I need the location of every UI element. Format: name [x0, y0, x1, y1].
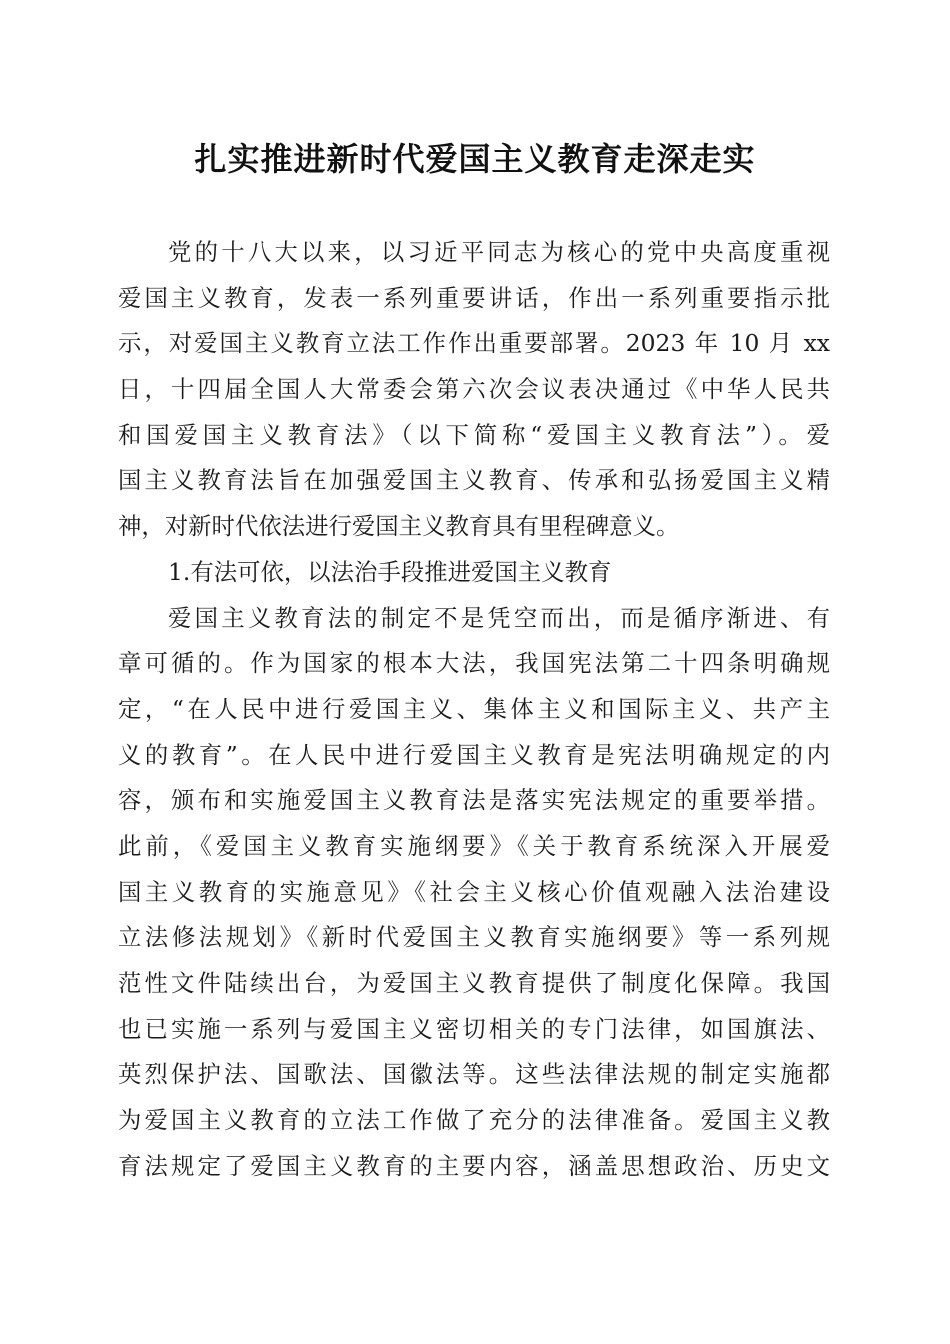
text-line: 国主义教育法旨在加强爱国主义教育、传承和弘扬爱国主义精 [118, 466, 830, 495]
text-line: 示，对爱国主义教育立法工作作出重要部署。2023 年 10 月 xx [118, 329, 830, 358]
text-line: 日，十四届全国人大常委会第六次会议表决通过《中华人民共 [118, 375, 830, 404]
text-line: 育法规定了爱国主义教育的主要内容，涵盖思想政治、历史文 [118, 1151, 830, 1180]
text-line: 党的十八大以来，以习近平同志为核心的党中央高度重视 [168, 238, 830, 266]
text-line: 义的教育”。在人民中进行爱国主义教育是宪法明确规定的内 [118, 740, 830, 769]
text-line: 英烈保护法、国歌法、国徽法等。这些法律法规的制定实施都 [118, 1060, 830, 1089]
section-heading: 1.有法可依，以法治手段推进爱国主义教育 [168, 557, 612, 586]
document-body [118, 230, 830, 1189]
text-line: 范性文件陆续出台，为爱国主义教育提供了制度化保障。我国 [118, 969, 830, 997]
text-line: 也已实施一系列与爱国主义密切相关的专门法律，如国旗法、 [118, 1014, 830, 1043]
text-line: 神，对新时代依法进行爱国主义教育具有里程碑意义。 [118, 512, 680, 541]
document-title: 扎实推进新时代爱国主义教育走深走实 [194, 140, 756, 178]
text-line: 立法修法规划》《新时代爱国主义教育实施纲要》等一系列规 [118, 923, 830, 952]
text-line: 章可循的。作为国家的根本大法，我国宪法第二十四条明确规 [118, 649, 830, 678]
text-line: 爱国主义教育，发表一系列重要讲话，作出一系列重要指示批 [118, 283, 830, 312]
text-line: 此前，《爱国主义教育实施纲要》《关于教育系统深入开展爱 [118, 831, 830, 860]
text-line: 定，“在人民中进行爱国主义、集体主义和国际主义、共产主 [118, 694, 830, 723]
text-line: 和国爱国主义教育法》（以下简称“爱国主义教育法”）。爱 [118, 420, 830, 449]
text-line: 为爱国主义教育的立法工作做了充分的法律准备。爱国主义教 [118, 1106, 830, 1135]
text-line: 爱国主义教育法的制定不是凭空而出，而是循序渐进、有 [168, 603, 830, 632]
text-line: 国主义教育的实施意见》《社会主义核心价值观融入法治建设 [118, 877, 830, 906]
text-line: 容，颁布和实施爱国主义教育法是落实宪法规定的重要举措。 [118, 786, 830, 815]
